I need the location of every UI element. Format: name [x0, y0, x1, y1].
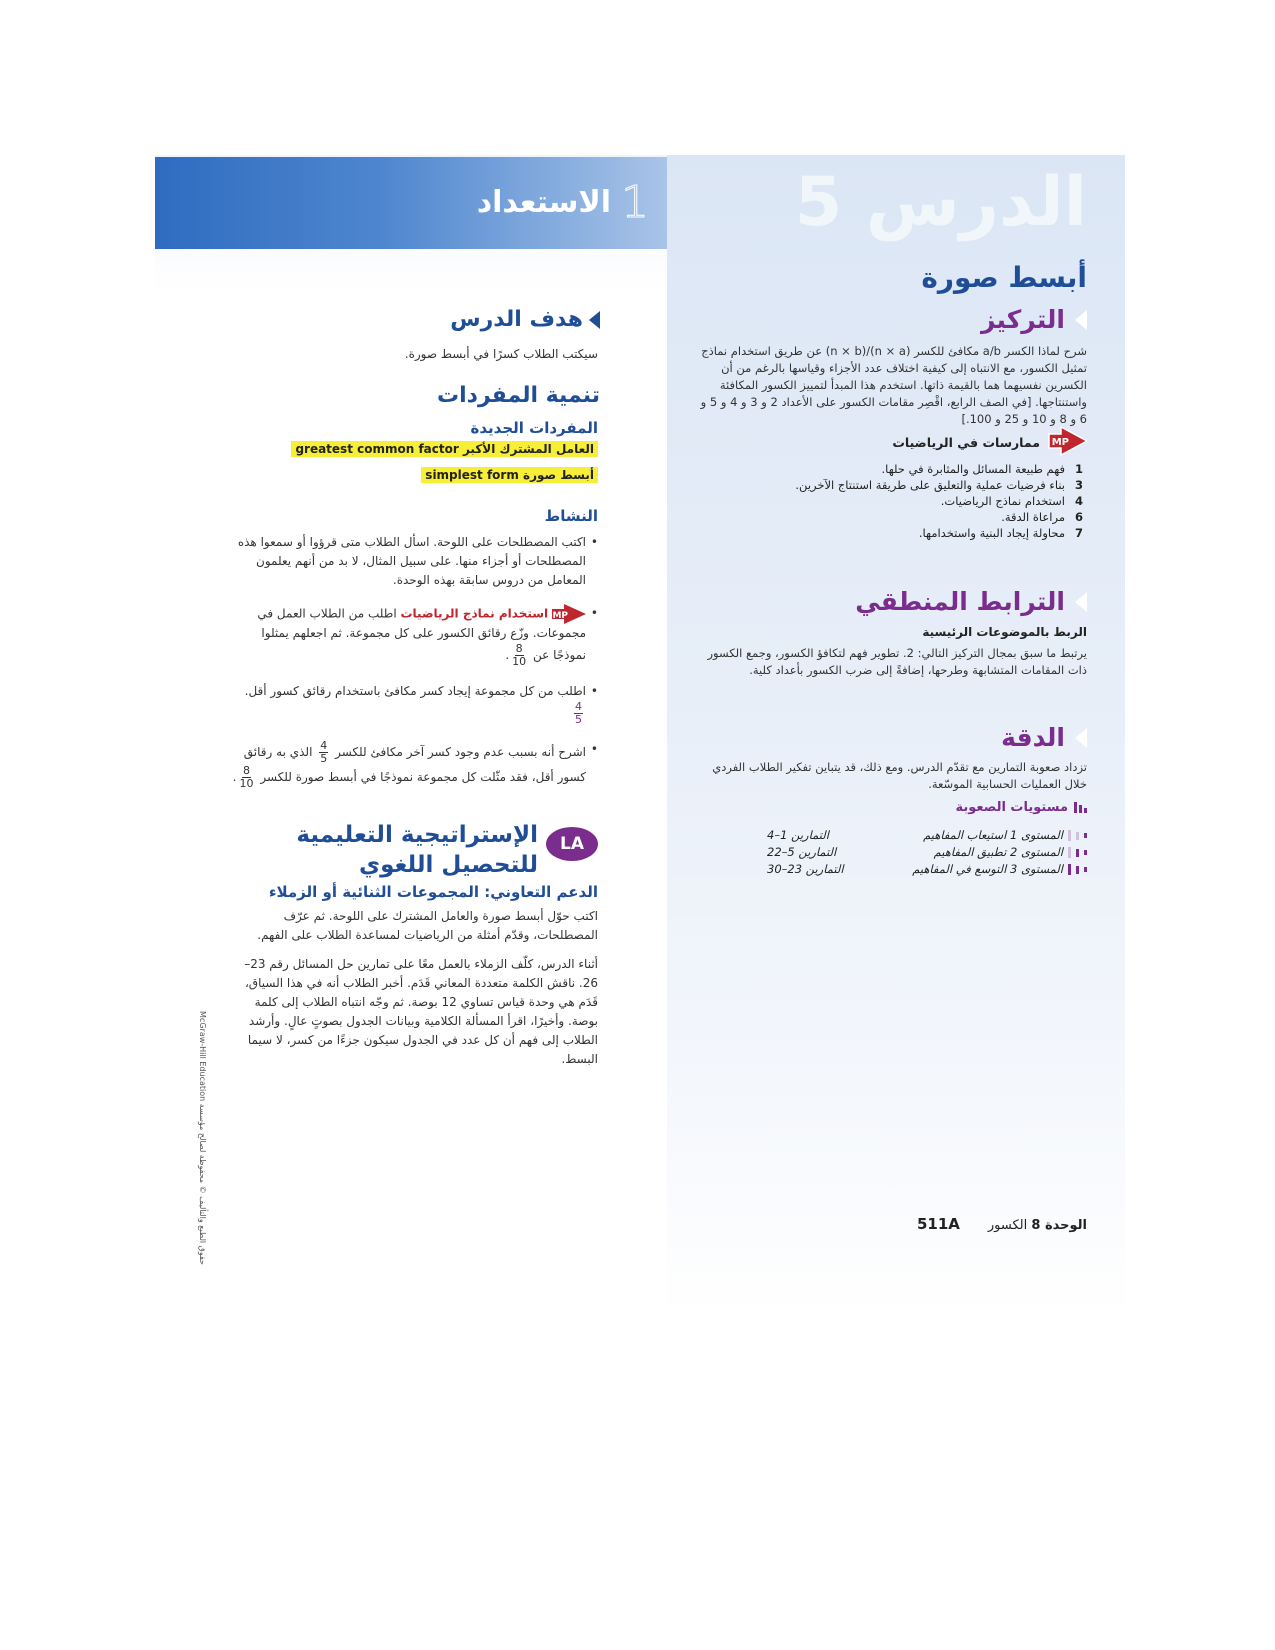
svg-text:MP: MP — [1051, 437, 1069, 448]
copyright-credit: حقوق الطبع والتأليف © محفوظة لصالح مؤسسة McGraw-Hill Education — [198, 1011, 207, 1265]
level-2-icon — [1068, 847, 1087, 858]
coherence-heading-text: الترابط المنطقي — [855, 587, 1065, 616]
coherence-sub: الربط بالموضوعات الرئيسية — [922, 625, 1087, 639]
fraction: $\frac{4}{5}$ — [575, 700, 582, 726]
objective-body: سيكتب الطلاب كسرًا في أبسط صورة. — [404, 347, 598, 361]
objective-heading: هدف الدرس — [450, 307, 600, 332]
language-p2: أثناء الدرس، كلّف الزملاء بالعمل معًا على تمارين حل المسائل رقم 23–26. ناقش الكلمة متعددة المعاني قَدَم. أخبر الطلاب أنه في هذا السياق، قَدَم هي وحدة قياس تساوي 12 بوصة. ثم وجّه انتباه الطلاب إلى كلمة بوصة. وأخيرًا، اقرأ المسألة الكلامية وبيانات الجدول بصوتٍ عالٍ. وأرشد الطلاب إلى فهم أن كل عدد في الجدول سيكون جزءًا من كسر، لا سيما البسط. — [244, 957, 598, 1066]
footer-unit-name: الكسور — [987, 1218, 1028, 1233]
rigor-heading-text: الدقة — [1001, 723, 1065, 752]
math-practices-title: ممارسات في الرياضيات — [892, 435, 1040, 450]
level-row: المستوى 1 استيعاب المفاهيم التمارين 1–4 — [767, 827, 1087, 844]
level-1-icon — [1068, 830, 1087, 841]
page-footer — [917, 1215, 1087, 1233]
list-item: • اطلب من كل مجموعة إيجاد كسر مكافئ باستخدام رقائق كسور أقل. $\frac{4}{5}$ — [228, 682, 598, 726]
focus-heading-text: التركيز — [980, 305, 1065, 334]
focus-body: شرح لماذا الكسر a/b مكافئ للكسر (n × a)/(n × b) عن طريق استخدام نماذج تمثيل الكسور، مع الانتباه إلى كيفية اختلاف عدد الأجزاء وقياسها بالرغم من أن الكسرين نفسيهما هما بالقيمة ذاتها. استخدم هذا المبدأ لتمييز الكسور المكافئة واستنتاجها. [في الصف الرابع، اقْصِر مقامات الكسور على الأعداد 2 و 3 و 4 و 5 و 6 و 8 و 10 و 25 و 100.] — [700, 344, 1087, 426]
section-heading — [477, 177, 649, 228]
difficulty-bars-icon — [1074, 802, 1087, 813]
list-item: 3 بناء فرضيات عملية والتعليق على طريقة استنتاج الآخرين. — [795, 478, 1084, 492]
list-item: 4 استخدام نماذج الرياضيات. — [940, 494, 1084, 508]
new-vocab-title: المفردات الجديدة — [470, 419, 598, 437]
page-number: 511A — [916, 1215, 960, 1233]
vocab-term: العامل المشترك الأكبر greatest common factor — [291, 441, 598, 457]
section-label: الاستعداد — [476, 185, 611, 220]
focus-heading — [981, 305, 1087, 334]
levels-title: مستويات الصعوبة — [956, 800, 1088, 815]
heading-marker-icon — [1075, 592, 1087, 612]
lesson-subtitle: أبسط صورة — [921, 261, 1087, 294]
list-item: • MP استخدام نماذج الرياضيات اطلب من الطلاب العمل في مجموعات. وزّع رقائق الكسور على كل مجموعة. ثم اجعلهم يمثلوا نموذجًا عن $\frac{8}{10}$ . — [228, 604, 598, 668]
lesson-title: الدرس 5 — [794, 163, 1087, 242]
rigor-heading — [1001, 723, 1087, 752]
list-item: • اكتب المصطلحات على اللوحة. اسأل الطلاب متى قرؤوا أو سمعوا هذه المصطلحات أو أجزاء منها. على سبيل المثال، لا بد من أنهم يعلمون المعامل من دروس سابقة بهذه الوحدة. — [228, 533, 598, 590]
la-badge: LA — [546, 827, 598, 861]
math-practice-arrow-icon — [552, 604, 586, 624]
heading-marker-icon — [1075, 310, 1087, 330]
footer-unit: الوحدة 8 — [1031, 1218, 1087, 1233]
language-p1: اكتب حوّل أبسط صورة والعامل المشترك على اللوحة. ثم عرّف المصطلحات، وقدّم أمثلة من الرياضيات لمساعدة الطلاب على الفهم. — [257, 909, 598, 942]
page — [155, 155, 1125, 1315]
activity-title: النشاط — [544, 507, 598, 525]
activity-list — [228, 533, 598, 804]
svg-text:MP: • MP — [552, 611, 568, 621]
level-row: المستوى 2 تطبيق المفاهيم التمارين 5–22 — [767, 844, 1087, 861]
language-heading: الإستراتيجية التعليمية للتحصيل اللغوي — [296, 822, 538, 878]
list-item: • اشرح أنه بسبب عدم وجود كسر آخر مكافئ للكسر $\frac{4}{5}$ الذي به رقائق كسور أقل، فقد مثّلت كل مجموعة نموذجًا في أبسط صورة للكسر $\frac{8}{10}$ . — [228, 740, 598, 790]
list-item: 1 فهم طبيعة المسائل والمثابرة في حلها. — [881, 462, 1084, 476]
levels-list — [767, 827, 1087, 878]
list-item: 7 محاولة إيجاد البنية واستخدامها. — [918, 526, 1084, 540]
vocabulary-heading: تنمية المفردات — [437, 383, 600, 408]
level-row: المستوى 3 التوسع في المفاهيم التمارين 23–30 — [767, 861, 1087, 878]
math-practice-arrow-icon — [1047, 425, 1087, 457]
fraction: $\frac{8}{10}$ — [239, 764, 254, 790]
heading-marker-icon — [1075, 728, 1087, 748]
rigor-body: تزداد صعوبة التمارين مع تقدّم الدرس. ومع ذلك، قد يتباين تفكير الطلاب الفردي خلال العمليات الحسابية الموسّعة. — [712, 760, 1087, 791]
header-bar — [155, 157, 667, 249]
fraction: $\frac{8}{10}$ — [512, 642, 527, 668]
section-number: 1 — [621, 177, 649, 228]
heading-marker-icon — [589, 311, 600, 329]
list-item: 6 مراعاة الدقة. — [1001, 510, 1084, 524]
right-panel — [667, 155, 1125, 1315]
level-3-icon — [1068, 864, 1087, 875]
coherence-heading — [855, 587, 1087, 616]
math-practices-list — [757, 461, 1087, 541]
language-sub: الدعم التعاوني: المجموعات الثنائية أو الزملاء — [268, 883, 598, 901]
coherence-body: يرتبط ما سبق بمجال التركيز التالي: 2. تطوير فهم لتكافؤ الكسور، وجمع الكسور ذات المقامات المتشابهة وطرحها، إضافةً إلى ضرب الكسور بأعداد كلية. — [707, 646, 1087, 677]
vocab-term: أبسط صورة simplest form — [421, 467, 598, 483]
fraction: $\frac{4}{5}$ — [320, 739, 328, 765]
